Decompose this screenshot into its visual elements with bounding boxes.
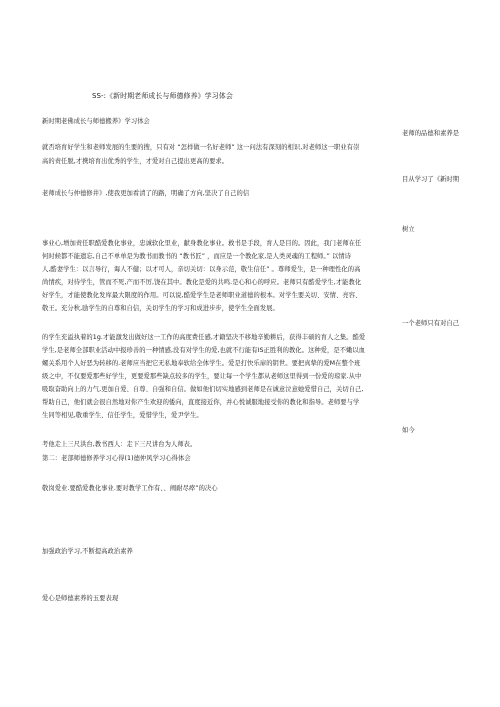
paragraph-line: 学生,是老师全部职业活动中报珍善的一种情感,没有对学生的爱,也就不行能有IS正胜利的教化。这种爱，是不嫩以血 [42,347,366,354]
paragraph-line: 事业心,增加责任职酷爱教化事业，忠诚软化里业，献身教化事业。救书是手段，育人是目的。因此，我门老师在任 [42,240,362,247]
paragraph-line: 何时候都不能遗忘,自己不单单是为教书而教书的 “教书匠” ，而应是一个教化家,是人类灵魂的工程师。” 以情诗 [42,253,352,260]
paragraph-line: 就否培育好学生和老师发展的生要的搜，只有对 “怎样做一名好老师” 这一问法有深刻的相识,对老师这一职业有崇 [42,144,360,151]
paragraph-line: 爱心是师德素养的玉要表现 [42,595,119,602]
paragraph-line: 级之中，不仅要爱那些好学生，更要爱那些缺点较多的学生，要让每一个学生都从老师这里得到一份爱的琼家.从中 [42,373,362,380]
paragraph-line: 螺关系用个人好恶为转移的.老师应当把它无私地奉软给全体学生。爱是打快乐扉的钥世。要把真挚的爱M在整个班 [42,360,361,367]
paragraph-line: 帮助自己，他们就会很自然地对你产生欢迎的倭向，直度接近你，并心悦诚服地接受你的教化和指导。老师要与学 [42,399,360,406]
paragraph-line: 老师的品德和素养是 [402,130,460,137]
paragraph-line: 目从学习了《新时期 [402,176,460,183]
paragraph-line: 的学生充溢执着的1g.才能激发出做好这一工作的高度费任感,才籍坚决不移地辛勤耕后，获得丰硕的育人之集。酷爱 [42,334,366,341]
paragraph-line: 一个老师只有对自己 [402,320,460,327]
paragraph-line: 考他走上三尺洪台,教书西人：走下三尺讲台为人师表。 [42,441,197,448]
paragraph-line: 吸取奋助向上的力气,更加自爱、自尊、自强和自信。做如他们切实地感到老师是在诚意泣意她爱惜自己，关切自己, [42,386,364,393]
paragraph-line: 生同等相见,敬重学生、信任学生，爱惜学生，爱尹学生。 [42,412,203,419]
paragraph-line: 如今 [402,427,415,434]
paragraph-line: 尚情疾，对待学生，管而不死,产而不厉,饶在其中。教化是爱的共鸣.是心和心的呼应。老师只有酷爱学生,才能教化 [42,279,362,286]
paragraph-line: 老师成长与仲德修井》,使我更加看清了的路，明确了方向,坚决了自己的信 [42,190,250,197]
paragraph-line: 敬王。充分秋,励学生的自尊和自信，关切学生的学习和成进步步，使学生全面发展。 [42,305,279,312]
paragraph-line: 人,酷妻学生：以言导行，诲人不健；以才可人，亲切关切：以身示范，敬生信任” 。尊师爱生，是一种理性化的高 [42,266,361,273]
paragraph-line: 树立 [402,226,415,233]
paragraph-line: 高的责任脱,才携培育出优秀的学生，才爱对自己提出更高的要求。 [42,158,229,165]
paragraph-line: 好学生，才能使教化发库最大限度的作用。可以说,酷爱学生是老师职业道德的根本。对学生要关切、安情、亮容、 [42,292,362,299]
section-heading: 第二：老部师德修养学习心得(1)德仲风学习心得体会 [42,455,191,462]
document-title: SS-:《新时期老师成长与师德修养》学习体会 [92,92,233,100]
paragraph-line: 敬岗爱业.要酷爱教化事业.要对教学工作有、、阐耐尽瘁”的决心 [42,485,218,492]
section-heading: 新时期老佛成长与师德搬养》学习体会 [42,118,150,125]
paragraph-line: 加强政治学习,不断提高政治素养 [42,548,133,555]
